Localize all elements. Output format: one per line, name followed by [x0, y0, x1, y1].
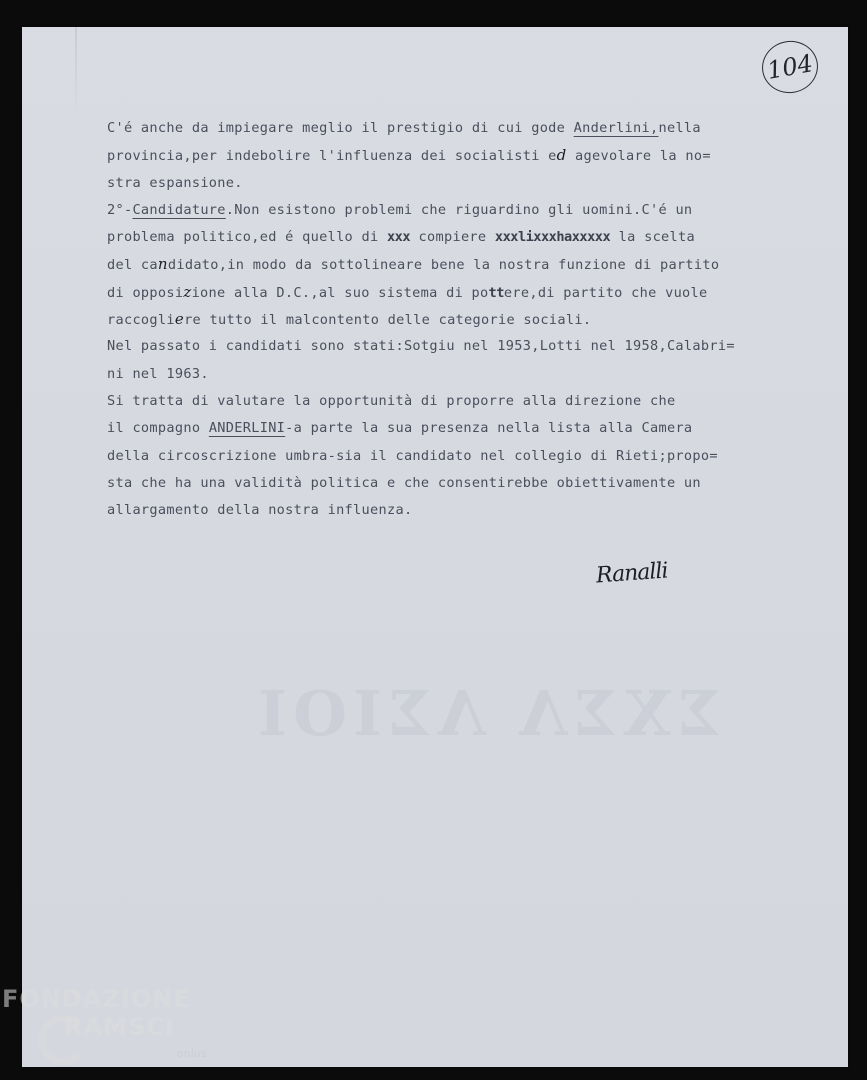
watermark-line-1: FONDAZIONE [2, 985, 191, 1013]
text-segment: ,per indebolire l'influenza dei socialisti e [183, 148, 557, 165]
handwritten-correction: z [183, 282, 192, 301]
text-line [107, 306, 827, 333]
text-segment: della circoscrizione umbra-sia il candidato nel collegio di Rieti;propo= [107, 447, 718, 464]
text-segment: .Non esistono problemi che riguardino gli uomini.C'é un [225, 201, 693, 218]
text-line [107, 115, 827, 142]
text-segment: nella [658, 120, 701, 136]
text-segment: Si tratta di valutare la opportunità di proporre alla direzione che [107, 392, 676, 409]
text-line [107, 224, 827, 251]
fondazione-gramsci-watermark [2, 985, 207, 1060]
underlined-text: ANDERLINI [208, 420, 286, 437]
bleed-through-decoration: ΣXΣΛ ΛΣΙΟΙ [252, 677, 722, 750]
text-segment: stra espansione. [107, 174, 243, 191]
text-segment: agevolare la no= [566, 148, 711, 165]
text-segment: di opposi [107, 284, 184, 301]
handwritten-signature: Ranalli [595, 558, 669, 589]
text-segment: problema politico,ed é quello di [107, 229, 387, 246]
text-line [107, 170, 827, 197]
text-segment: compiere [410, 229, 495, 246]
text-segment: il compagno [107, 420, 209, 437]
text-line [107, 251, 827, 278]
paper-fold [75, 27, 77, 117]
text-line [107, 388, 827, 415]
text-segment: ni nel 1963. [107, 365, 209, 382]
text-segment: C'é anche da impiegare meglio il prestigio di cui gode [107, 120, 574, 136]
struck-out-text: xxxlixxxhaxxxxx [494, 229, 611, 246]
text-segment: allargamento della nostra influenza. [107, 502, 413, 519]
text-line [107, 197, 827, 224]
text-line [107, 361, 827, 388]
text-segment: ere,di partito che vuole [503, 284, 708, 301]
handwritten-correction: e [174, 310, 185, 329]
text-segment: re tutto il malcontento delle categorie sociali. [184, 312, 592, 329]
text-segment: 2°- [107, 201, 133, 218]
typewritten-body [107, 115, 827, 524]
text-line [107, 279, 827, 306]
text-segment: ione alla D.C.,al suo sistema di po [191, 284, 489, 301]
underlined-text: Anderlini, [573, 120, 659, 136]
handwritten-correction: n [157, 255, 168, 274]
text-segment: -a parte la sua presenza nella lista alla Camera [285, 420, 693, 437]
text-line [107, 470, 827, 497]
underlined-text: Candidature [132, 201, 226, 218]
text-segment: raccogli [107, 312, 175, 329]
text-segment: del ca [107, 257, 158, 274]
document-page [22, 27, 848, 1067]
watermark-g-logo-icon [38, 1015, 88, 1065]
text-segment: sta che ha una validità politica e che consentirebbe obiettivamente un [107, 474, 701, 491]
text-line [107, 415, 827, 442]
struck-out-text: xxx [386, 229, 411, 246]
watermark-line-2: RAMSCI [64, 1013, 175, 1041]
text-line [107, 142, 827, 169]
text-line [107, 333, 827, 360]
text-line [107, 497, 827, 524]
text-segment: provincia [107, 148, 184, 165]
text-segment: la scelta [610, 229, 695, 246]
handwritten-page-number: 104 [758, 37, 822, 98]
struck-out-text: tt [488, 284, 504, 301]
text-segment: didato,in modo da sottolineare bene la nostra funzione di partito [167, 257, 720, 274]
handwritten-correction: d [556, 146, 567, 165]
text-segment: Nel passato i candidati sono stati:Sotgiu nel 1953,Lotti nel 1958,Calabri= [107, 338, 735, 355]
watermark-suffix: onlus [177, 1047, 207, 1060]
text-line [107, 443, 827, 470]
